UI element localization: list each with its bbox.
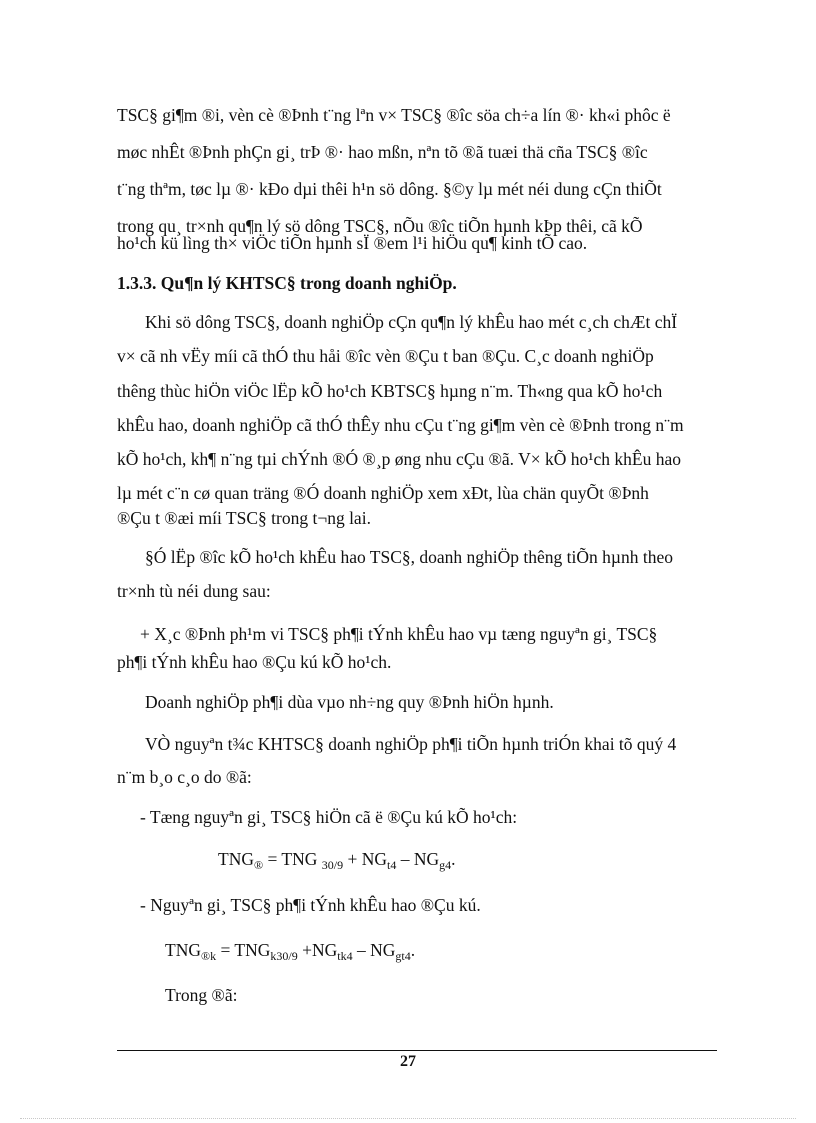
paragraph-line: ®Çu t ®æi míi TSC§ trong t¬ng lai. [117, 508, 371, 528]
list-item: + X¸c ®Þnh ph¹m vi TSC§ ph¶i tÝnh khÊu hao vµ tæng nguyªn gi¸ TSC§ [140, 624, 658, 644]
formula-total-original-cost [218, 849, 456, 873]
formula-operator: – [396, 849, 414, 869]
formula-operator: = [216, 940, 235, 960]
paragraph-line: ph¶i tÝnh khÊu hao ®Çu kú kÕ ho¹ch. [117, 652, 392, 672]
paragraph-line: TSC§ gi¶m ®i, vèn cè ®Þnh t¨ng lªn v× TSC§ ®îc söa ch÷a lín ®· kh«i phôc ë [117, 105, 671, 125]
footer-rule [117, 1050, 717, 1051]
paragraph-line: t¨ng thªm, tøc lµ ®· kÐo dµi thêi h¹n sö dông. §©y lµ mét néi dung cÇn thiÕt [117, 179, 662, 199]
paragraph-line: v× cã nh vËy míi cã thÓ thu håi ®îc vèn ®Çu t ban ®Çu. C¸c doanh nghiÖp [117, 346, 654, 366]
formula-subscript: tk4 [337, 949, 353, 963]
formula-term: TNG [234, 940, 271, 960]
formula-term: TNG [218, 849, 254, 869]
paragraph-line: VÒ nguyªn t¾c KHTSC§ doanh nghiÖp ph¶i tiÕn hµnh triÓn khai tõ quý 4 [145, 734, 677, 754]
formula-end: . [451, 849, 456, 869]
formula-operator: + [297, 940, 312, 960]
formula-subscript: ®k [200, 949, 217, 963]
list-item: - Tæng nguyªn gi¸ TSC§ hiÖn cã ë ®Çu kú kÕ ho¹ch: [140, 807, 518, 827]
paragraph-line: Trong ®ã: [165, 985, 238, 1005]
formula-depreciable-cost [165, 940, 415, 964]
paragraph-line: trong qu¸ tr×nh qu¶n lý sö dông TSC§, nÕu ®îc tiÕn hµnh kÞp thêi, cã kÕ [117, 216, 643, 236]
formula-term: NG [370, 940, 396, 960]
paragraph-line: thêng thùc hiÖn viÖc lËp kÕ ho¹ch KBTSC§ hµng n¨m. Th«ng qua kÕ ho¹ch [117, 381, 663, 401]
formula-subscript: t4 [387, 858, 397, 872]
formula-subscript: 30/9 [321, 858, 344, 872]
paragraph-line: n¨m b¸o c¸o do ®ã: [117, 767, 252, 787]
paragraph-line: Khi sö dông TSC§, doanh nghiÖp cÇn qu¶n lý khÊu hao mét c¸ch chÆt chÏ [145, 312, 678, 332]
formula-term: TNG [281, 849, 322, 869]
paragraph-line: lµ mét c¨n cø quan träng ®Ó doanh nghiÖp xem xÐt, lùa chän quyÕt ®Þnh [117, 483, 649, 503]
formula-operator: = [263, 849, 282, 869]
formula-term: NG [361, 849, 387, 869]
formula-term: NG [413, 849, 440, 869]
formula-term: NG [311, 940, 338, 960]
list-item: - Nguyªn gi¸ TSC§ ph¶i tÝnh khÊu hao ®Çu kú. [140, 895, 481, 915]
page-number: 27 [400, 1053, 416, 1070]
paragraph-line: tr×nh tù néi dung sau: [117, 581, 271, 601]
paragraph-line: §Ó lËp ®îc kÕ ho¹ch khÊu hao TSC§, doanh nghiÖp thêng tiÕn hµnh theo [145, 547, 673, 567]
formula-end: . [410, 940, 416, 960]
paragraph-line: Doanh nghiÖp ph¶i dùa vµo nh÷ng quy ®Þnh hiÖn hµnh. [145, 692, 554, 712]
section-heading: 1.3.3. Qu¶n lý KHTSC§ trong doanh nghiÖp. [117, 273, 457, 293]
formula-subscript: gt4 [395, 949, 411, 963]
formula-subscript: ® [253, 858, 264, 872]
paragraph-line: kÕ ho¹ch, kh¶ n¨ng tµi chÝnh ®Ó ®¸p øng nhu cÇu ®ã. V× kÕ ho¹ch khÊu hao [117, 449, 681, 469]
formula-term: TNG [165, 940, 201, 960]
formula-operator: + [343, 849, 362, 869]
formula-subscript: g4 [439, 858, 452, 872]
page-bottom-border [20, 1118, 796, 1119]
paragraph-line: møc nhÊt ®Þnh phÇn gi¸ trÞ ®· hao mßn, nªn tõ ®ã tuæi thä cña TSC§ ®îc [117, 142, 648, 162]
formula-operator: – [352, 940, 371, 960]
paragraph-line: khÊu hao, doanh nghiÖp cã thÓ thÊy nhu cÇu t¨ng gi¶m vèn cè ®Þnh trong n¨m [117, 415, 684, 435]
formula-subscript: k30/9 [270, 949, 298, 963]
paragraph-line: ho¹ch kü lìng th× viÖc tiÕn hµnh sÏ ®em l¹i hiÖu qu¶ kinh tÕ cao. [117, 233, 588, 253]
